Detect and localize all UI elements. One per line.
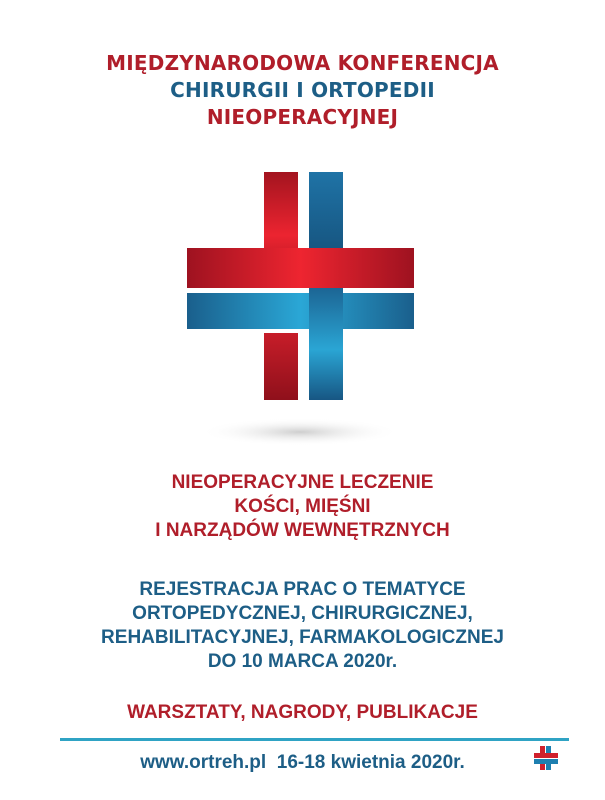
title-line-1: MIĘDZYNARODOWA KONFERENCJA — [106, 51, 499, 75]
footer — [0, 752, 605, 774]
topic-line-1: NIEOPERACYJNE LECZENIE — [171, 472, 434, 493]
registration-line-3: REHABILITACYJNEJ, FARMAKOLOGICZNEJ — [101, 627, 504, 648]
title-line-3: NIEOPERACYJNEJ — [206, 105, 399, 129]
logo-bar-blue-horizontal — [187, 293, 414, 329]
registration-line-2: ORTOPEDYCZNEJ, CHIRURGICZNEJ, — [132, 603, 473, 624]
logo-bar-red-horizontal — [187, 248, 414, 288]
extras-line: WARSZTATY, NAGRODY, PUBLIKACJE — [127, 702, 478, 723]
footer-divider — [60, 738, 569, 741]
registration-line-4: DO 10 MARCA 2020r. — [207, 651, 398, 672]
topic-line-3: I NARZĄDÓW WEWNĘTRZNYCH — [155, 520, 450, 541]
event-dates: 16-18 kwietnia 2020r. — [276, 752, 465, 773]
registration-line-1: REJESTRACJA PRAC O TEMATYCE — [139, 579, 466, 600]
topic-section — [0, 471, 605, 543]
logo-bar-blue-bottom — [309, 288, 343, 400]
registration-section — [0, 578, 605, 674]
mini-cross-logo-icon — [531, 743, 561, 773]
title-line-2: CHIRURGII I ORTOPEDII — [170, 78, 435, 102]
logo-bar-red-bottom — [264, 333, 298, 400]
logo-shadow — [200, 418, 400, 446]
topic-line-2: KOŚCI, MIĘŚNI — [234, 496, 371, 517]
website-link[interactable]: www.ortreh.pl — [140, 752, 267, 773]
